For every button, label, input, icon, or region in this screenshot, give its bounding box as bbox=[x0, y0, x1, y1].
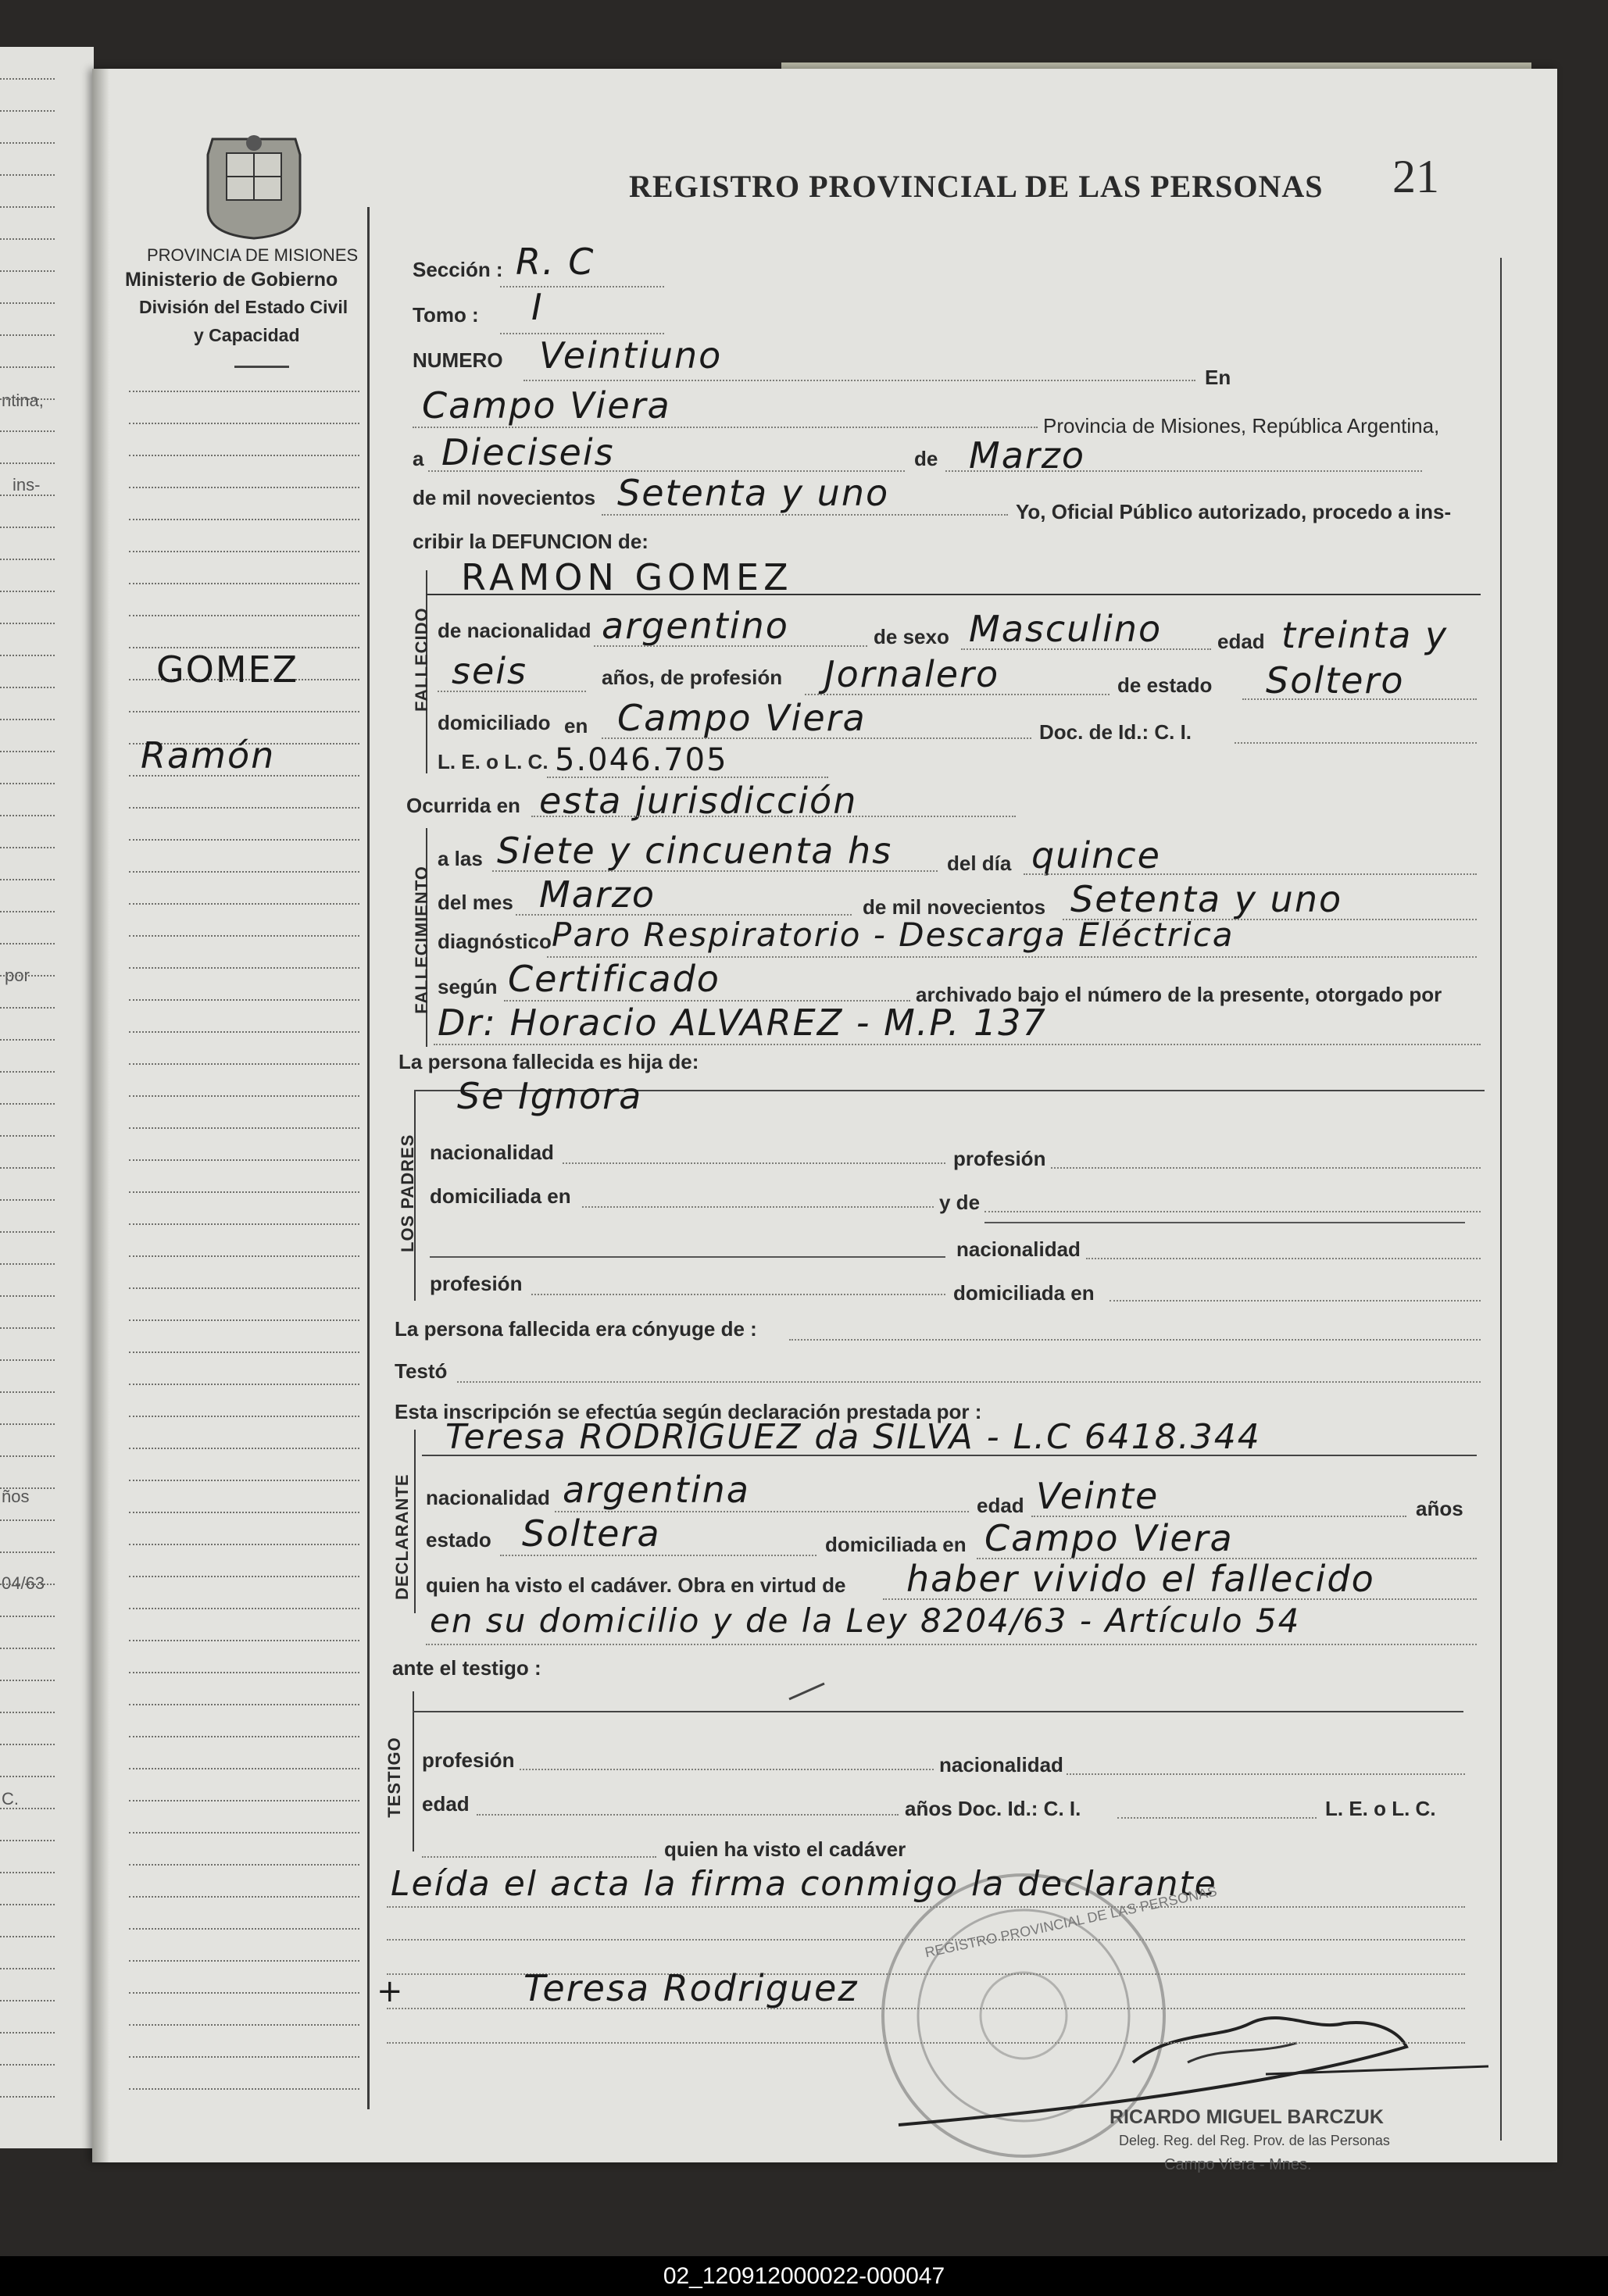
prev-page-rule bbox=[0, 655, 55, 656]
prev-page-rule bbox=[0, 1263, 55, 1265]
prev-page-rule bbox=[0, 1776, 55, 1777]
prev-page-rule bbox=[0, 2064, 55, 2066]
declarante-cadaver-label: quien ha visto el cadáver. Obra en virtud de bbox=[426, 1573, 846, 1597]
rule bbox=[413, 427, 1038, 428]
margin-rule bbox=[129, 999, 359, 1001]
declarante-cadaver-value: haber vivido el fallecido bbox=[906, 1558, 1375, 1600]
prev-page-rule bbox=[0, 206, 55, 208]
margin-given-name: Ramón bbox=[141, 734, 276, 777]
prev-page-rule bbox=[0, 591, 55, 592]
column-divider bbox=[367, 207, 370, 2109]
declarante-estado-label: estado bbox=[426, 1528, 491, 1551]
prev-page-rule bbox=[0, 430, 55, 432]
anio-value: Setenta y uno bbox=[1070, 878, 1343, 920]
domicilio-en-label: en bbox=[564, 714, 588, 737]
testigo-bracket bbox=[413, 1691, 414, 1851]
margin-rule bbox=[129, 519, 359, 520]
prev-page-rule bbox=[0, 270, 55, 272]
rule bbox=[945, 470, 1422, 472]
rule bbox=[387, 1939, 1465, 1941]
prev-page-rule bbox=[0, 1808, 55, 1809]
rule bbox=[520, 1769, 934, 1770]
org-line-capacidad: y Capacidad bbox=[194, 325, 300, 345]
margin-rule bbox=[129, 871, 359, 873]
tomo-value: I bbox=[531, 286, 544, 328]
prev-page-rule bbox=[0, 1103, 55, 1105]
medico-value: Dr: Horacio ALVAREZ - M.P. 137 bbox=[438, 1002, 1047, 1044]
prev-page-rule bbox=[0, 1199, 55, 1201]
rule bbox=[500, 286, 664, 287]
prev-page-rule bbox=[0, 1167, 55, 1169]
margin-rule bbox=[129, 1800, 359, 1801]
oficial-label: Yo, Oficial Público autorizado, procedo a ins- bbox=[1016, 500, 1452, 523]
prev-page-rule bbox=[0, 2000, 55, 2001]
margin-rule bbox=[129, 1640, 359, 1641]
testigo-le-label: L. E. o L. C. bbox=[1325, 1797, 1436, 1820]
prev-page-rule bbox=[0, 1712, 55, 1713]
declarante-domiciliada-value: Campo Viera bbox=[984, 1517, 1234, 1559]
prev-page-rule bbox=[0, 1904, 55, 1905]
hija-label: La persona fallecida es hija de: bbox=[398, 1050, 699, 1073]
rule bbox=[492, 870, 938, 872]
prev-page-rule bbox=[0, 174, 55, 176]
declarante-name-rule bbox=[422, 1455, 1477, 1456]
prev-page-rule bbox=[0, 943, 55, 944]
prev-page-rule bbox=[0, 1936, 55, 1937]
rule bbox=[582, 1206, 934, 1208]
margin-rule bbox=[129, 2088, 359, 2090]
right-border bbox=[1500, 258, 1502, 2141]
ocurrida-label: Ocurrida en bbox=[406, 794, 520, 817]
rule bbox=[531, 1294, 945, 1295]
rule bbox=[563, 1162, 945, 1164]
margin-rule bbox=[129, 423, 359, 424]
declarante-signature: Teresa Rodriguez bbox=[523, 1967, 859, 2009]
declarante-edad-label: edad bbox=[977, 1494, 1024, 1517]
hora-label: a las bbox=[438, 847, 483, 870]
padres-section-label: LOS PADRES bbox=[398, 1134, 417, 1252]
archivado-label: archivado bajo el número de la presente, otorgado por bbox=[916, 983, 1442, 1006]
margin-rule bbox=[129, 615, 359, 616]
prev-page-rule bbox=[0, 2032, 55, 2034]
provincial-seal-icon bbox=[208, 135, 300, 238]
le-label: L. E. o L. C. bbox=[438, 750, 549, 773]
rule bbox=[594, 645, 867, 647]
margin-rule bbox=[129, 1960, 359, 1962]
nacionalidad-label: de nacionalidad bbox=[438, 619, 591, 642]
prev-page-rule bbox=[0, 783, 55, 784]
margin-rule bbox=[129, 1448, 359, 1449]
prev-page-rule bbox=[0, 462, 55, 464]
prev-page-rule bbox=[0, 1968, 55, 1969]
prev-page-rule bbox=[0, 527, 55, 528]
rule bbox=[1051, 1167, 1481, 1169]
declarante-value: Teresa RODRIGUEZ da SILVA - L.C 6418.344 bbox=[445, 1417, 1261, 1457]
year-value: Setenta y uno bbox=[617, 472, 890, 514]
declarante-edad-value: Veinte bbox=[1036, 1475, 1160, 1517]
prev-page-rule bbox=[0, 751, 55, 752]
official-place: Campo Viera - Mnes. bbox=[1164, 2156, 1312, 2173]
margin-rule bbox=[129, 455, 359, 456]
rule bbox=[387, 1906, 1465, 1908]
padres-value: Se Ignora bbox=[457, 1075, 643, 1117]
org-line-ministry: Ministerio de Gobierno bbox=[125, 269, 338, 291]
rule bbox=[984, 1211, 1481, 1212]
margin-rule bbox=[129, 1319, 359, 1321]
mes-label: del mes bbox=[438, 891, 513, 914]
rule bbox=[961, 648, 1211, 650]
year-label: de mil novecientos bbox=[413, 486, 596, 509]
inscribir-label: cribir la DEFUNCION de: bbox=[413, 530, 649, 553]
prev-page-fragment: C. bbox=[2, 1789, 19, 1809]
page-title: REGISTRO PROVINCIAL DE LAS PERSONAS bbox=[629, 169, 1324, 204]
rule bbox=[477, 1814, 899, 1816]
margin-rule bbox=[129, 1416, 359, 1417]
hora-value: Siete y cincuenta hs bbox=[497, 830, 893, 872]
margin-surname: GOMEZ bbox=[156, 648, 299, 691]
edad-value-2: seis bbox=[452, 650, 528, 692]
declarante-bracket bbox=[414, 1430, 416, 1613]
padre-domiciliada-label: domiciliada en bbox=[430, 1184, 571, 1208]
margin-rule bbox=[129, 1255, 359, 1257]
numero-value: Veintiuno bbox=[539, 334, 723, 377]
margin-rule bbox=[129, 391, 359, 392]
fallecido-section-label: FALLECIDO bbox=[412, 607, 431, 712]
testigo-cadaver-label: quien ha visto el cadáver bbox=[664, 1837, 906, 1861]
page-number: 21 bbox=[1392, 151, 1439, 202]
edad-label: edad bbox=[1217, 630, 1265, 653]
month-value: Marzo bbox=[969, 434, 1086, 477]
ocurrida-value: esta jurisdicción bbox=[539, 780, 858, 822]
rule bbox=[426, 1644, 1477, 1645]
rule bbox=[1242, 698, 1477, 700]
rule bbox=[531, 816, 1016, 817]
madre-name-rule bbox=[430, 1256, 945, 1258]
segun-value: Certificado bbox=[508, 958, 720, 1000]
rule bbox=[1117, 1817, 1317, 1819]
margin-rule bbox=[129, 1063, 359, 1065]
margin-rule bbox=[129, 1352, 359, 1353]
prev-page-fragment: ños bbox=[2, 1487, 30, 1506]
seccion-value: R. C bbox=[516, 241, 595, 283]
en-label: En bbox=[1205, 366, 1231, 389]
rule bbox=[547, 777, 828, 778]
testigo-section-label: TESTIGO bbox=[384, 1737, 404, 1818]
rule bbox=[1024, 873, 1477, 875]
official-name: RICARDO MIGUEL BARCZUK bbox=[1110, 2106, 1384, 2128]
prev-page-rule bbox=[0, 334, 55, 336]
prev-page-rule bbox=[0, 2096, 55, 2098]
prev-page-rule bbox=[0, 1071, 55, 1073]
dia-value: quince bbox=[1031, 834, 1161, 877]
testigo-nacionalidad-label: nacionalidad bbox=[939, 1753, 1063, 1776]
rule bbox=[434, 1044, 1481, 1045]
prev-page-rule bbox=[0, 847, 55, 848]
diagnostico-value: Paro Respiratorio - Descarga Eléctrica bbox=[552, 916, 1235, 954]
margin-rule bbox=[129, 1031, 359, 1033]
image-caption: 02_120912000022-000047 bbox=[0, 2256, 1608, 2296]
a-label: a bbox=[413, 447, 424, 470]
testigo-top-rule bbox=[413, 1711, 1463, 1712]
prev-page-rule bbox=[0, 559, 55, 560]
anos-profesion-label: años, de profesión bbox=[602, 666, 783, 689]
declarante-section-label: DECLARANTE bbox=[392, 1473, 412, 1600]
margin-rule bbox=[129, 1768, 359, 1769]
prev-page-rule bbox=[0, 366, 55, 368]
rule bbox=[805, 694, 1110, 695]
rule bbox=[387, 2008, 1465, 2009]
margin-rule bbox=[129, 1608, 359, 1609]
margin-rule bbox=[129, 1704, 359, 1705]
margin-rule bbox=[129, 1127, 359, 1129]
prev-page-rule bbox=[0, 1295, 55, 1297]
declarante-nacionalidad-label: nacionalidad bbox=[426, 1486, 550, 1509]
org-line-province: PROVINCIA DE MISIONES bbox=[147, 245, 359, 265]
prev-page-rule bbox=[0, 1680, 55, 1681]
testigo-edad-label: edad bbox=[422, 1792, 470, 1816]
prev-page-rule bbox=[0, 1616, 55, 1617]
margin-rule bbox=[129, 903, 359, 905]
madre-domiciliada-label: domiciliada en bbox=[953, 1281, 1095, 1305]
prev-page-rule bbox=[0, 815, 55, 816]
de-label: de bbox=[914, 447, 938, 470]
ante-testigo-label: ante el testigo : bbox=[392, 1656, 541, 1680]
provincia-label: Provincia de Misiones, República Argentina, bbox=[1043, 414, 1440, 437]
margin-rule bbox=[129, 1287, 359, 1289]
margin-rule bbox=[129, 551, 359, 552]
prev-page-rule bbox=[0, 879, 55, 880]
prev-page-rule bbox=[0, 1007, 55, 1009]
rule bbox=[1110, 1300, 1481, 1302]
margin-rule bbox=[129, 1512, 359, 1513]
rule bbox=[1067, 1773, 1465, 1775]
conyuge-label: La persona fallecida era cónyuge de : bbox=[395, 1317, 757, 1341]
prev-page-rule bbox=[0, 1135, 55, 1137]
margin-rule bbox=[129, 711, 359, 712]
prev-page-fragment: ntina, bbox=[2, 391, 44, 410]
dia-label: del día bbox=[947, 852, 1012, 875]
declarante-line2-value: en su domicilio y de la Ley 8204/63 - Artículo 54 bbox=[430, 1601, 1301, 1640]
prev-page-rule bbox=[0, 110, 55, 112]
rule bbox=[602, 514, 1008, 516]
prev-page-rule bbox=[0, 302, 55, 304]
deceased-name: RAMON GOMEZ bbox=[461, 556, 793, 598]
prev-page-rule bbox=[0, 1872, 55, 1873]
prev-page-rule bbox=[0, 1359, 55, 1361]
margin-rule bbox=[129, 1223, 359, 1225]
estado-label: de estado bbox=[1117, 673, 1213, 697]
padre-profesion-label: profesión bbox=[953, 1147, 1046, 1170]
fallecimiento-section-label: FALLECIMIENTO bbox=[412, 866, 431, 1014]
prev-page-rule bbox=[0, 1744, 55, 1745]
prev-page-rule bbox=[0, 1584, 55, 1585]
prev-page-rule bbox=[0, 1327, 55, 1329]
prev-page-fragment: ins- bbox=[13, 475, 41, 495]
edad-value-1: treinta y bbox=[1281, 614, 1449, 656]
margin-rule bbox=[129, 1672, 359, 1673]
testigo-profesion-label: profesión bbox=[422, 1748, 515, 1772]
rule bbox=[1086, 1258, 1481, 1259]
margin-rule bbox=[129, 1832, 359, 1834]
prev-page-rule bbox=[0, 1039, 55, 1041]
rule bbox=[422, 1856, 656, 1858]
prev-page-rule bbox=[0, 1840, 55, 1841]
place-value: Campo Viera bbox=[422, 384, 671, 427]
nacionalidad-value: argentino bbox=[602, 605, 789, 647]
margin-rule bbox=[129, 839, 359, 841]
declarante-estado-value: Soltera bbox=[522, 1512, 661, 1555]
padre-yde-label: y de bbox=[939, 1191, 981, 1214]
margin-rule bbox=[129, 2024, 359, 2026]
estado-value: Soltero bbox=[1266, 659, 1405, 702]
rule bbox=[387, 2042, 1465, 2044]
rule bbox=[602, 737, 1031, 739]
margin-rule bbox=[129, 583, 359, 584]
sexo-value: Masculino bbox=[969, 608, 1163, 650]
margin-rule bbox=[129, 1095, 359, 1097]
official-title: Deleg. Reg. del Reg. Prov. de las Personas bbox=[1119, 2133, 1390, 2148]
rule bbox=[457, 1381, 1481, 1383]
domicilio-label: domiciliado bbox=[438, 711, 551, 734]
numero-label: NUMERO bbox=[413, 348, 503, 372]
prev-page-rule bbox=[0, 719, 55, 720]
rule bbox=[500, 1555, 817, 1556]
margin-rule bbox=[129, 487, 359, 488]
org-line-division: División del Estado Civil bbox=[139, 297, 348, 317]
inscripcion-label: Esta inscripción se efectúa según declaración prestada por : bbox=[395, 1400, 982, 1423]
prev-page-rule bbox=[0, 1648, 55, 1649]
madre-nacionalidad-label: nacionalidad bbox=[956, 1237, 1081, 1261]
declarante-domiciliada-label: domiciliada en bbox=[825, 1533, 967, 1556]
prev-page-rule bbox=[0, 398, 55, 400]
margin-rule bbox=[129, 1384, 359, 1385]
margin-rule bbox=[129, 1992, 359, 1994]
prev-page-rule bbox=[0, 911, 55, 912]
profesion-value: Jornalero bbox=[824, 653, 1000, 695]
testigo-anos-doc-label: años Doc. Id.: C. I. bbox=[905, 1797, 1081, 1820]
prev-page-rule bbox=[0, 1423, 55, 1425]
prev-page-rule bbox=[0, 623, 55, 624]
signature-mark: + bbox=[377, 1973, 405, 2009]
declarante-nacionalidad-value: argentina bbox=[563, 1469, 750, 1511]
rule bbox=[883, 1598, 1477, 1600]
diagnostico-label: diagnóstico bbox=[438, 930, 552, 953]
rule bbox=[438, 691, 586, 692]
margin-rule bbox=[129, 1896, 359, 1898]
prev-page-rule bbox=[0, 142, 55, 144]
anio-label: de mil novecientos bbox=[863, 895, 1046, 919]
margin-rule bbox=[129, 935, 359, 937]
stamp-text: REGISTRO PROVINCIAL DE LAS PERSONAS bbox=[923, 1883, 1219, 1961]
prev-page-rule bbox=[0, 495, 55, 496]
day-value: Dieciseis bbox=[441, 431, 615, 473]
prev-page-rule bbox=[0, 1455, 55, 1457]
margin-rule bbox=[129, 967, 359, 969]
prev-page-rule bbox=[0, 687, 55, 688]
tomo-label: Tomo : bbox=[413, 303, 479, 327]
sexo-label: de sexo bbox=[874, 625, 949, 648]
domicilio-value: Campo Viera bbox=[617, 697, 867, 739]
padre-yde-rule bbox=[984, 1222, 1465, 1223]
le-value: 5.046.705 bbox=[555, 742, 728, 778]
prev-page-rule bbox=[0, 1487, 55, 1489]
mes-value: Marzo bbox=[539, 873, 656, 916]
margin-rule bbox=[129, 1191, 359, 1193]
closing-statement: Leída el acta la firma conmigo la declarante bbox=[391, 1864, 1217, 1904]
prev-page-fragment: 04/63 bbox=[2, 1573, 45, 1593]
margin-rule bbox=[129, 1544, 359, 1545]
declarante-anos-label: años bbox=[1416, 1497, 1463, 1520]
margin-rule bbox=[129, 1928, 359, 1930]
prev-page-fragment: por bbox=[5, 966, 30, 985]
margin-rule bbox=[129, 1736, 359, 1737]
segun-label: según bbox=[438, 975, 498, 998]
margin-rule bbox=[129, 1576, 359, 1577]
margin-rule bbox=[129, 1864, 359, 1866]
prev-page-rule bbox=[0, 975, 55, 977]
madre-profesion-label: profesión bbox=[430, 1272, 523, 1295]
seccion-label: Sección : bbox=[413, 258, 503, 281]
rule bbox=[1235, 742, 1477, 744]
padre-nacionalidad-label: nacionalidad bbox=[430, 1141, 554, 1164]
prev-page-rule bbox=[0, 238, 55, 240]
prev-page-rule bbox=[0, 1231, 55, 1233]
margin-rule bbox=[129, 807, 359, 809]
prev-page-rule bbox=[0, 78, 55, 80]
margin-rule bbox=[129, 2056, 359, 2058]
prev-page-rule bbox=[0, 1391, 55, 1393]
rule bbox=[523, 380, 1195, 381]
prev-page-rule bbox=[0, 1519, 55, 1521]
prev-page-rule bbox=[0, 1551, 55, 1553]
margin-rule bbox=[129, 1159, 359, 1161]
org-underline bbox=[234, 366, 289, 368]
doc-label: Doc. de Id.: C. I. bbox=[1039, 720, 1192, 744]
testo-label: Testó bbox=[395, 1359, 448, 1383]
margin-rule bbox=[129, 1480, 359, 1481]
rule bbox=[789, 1339, 1481, 1341]
